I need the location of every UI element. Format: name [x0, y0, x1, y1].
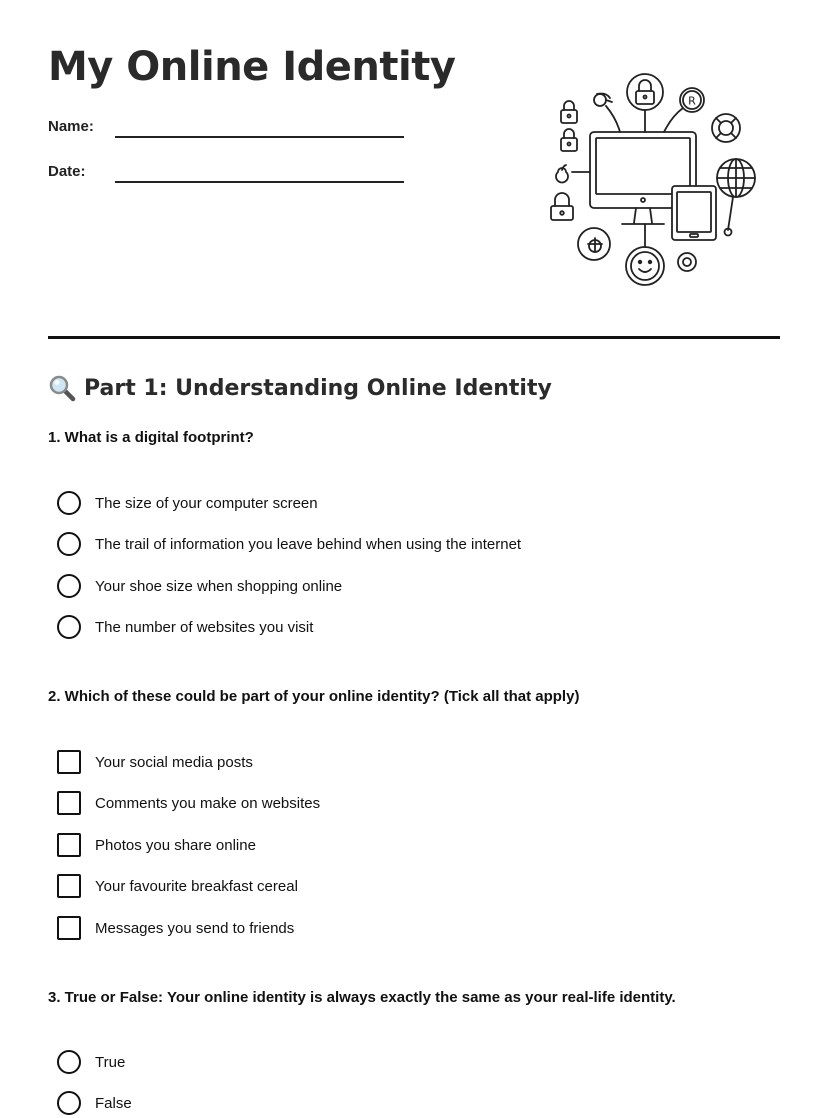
- registered-glyph: R: [688, 94, 696, 108]
- q1-option-3[interactable]: [57, 573, 342, 599]
- question-1: 1. What is a digital footprint?: [48, 429, 254, 446]
- option-label: Your favourite breakfast cereal: [95, 877, 298, 895]
- q1-option-2[interactable]: [57, 531, 521, 557]
- q2-option-4[interactable]: [57, 873, 298, 899]
- q2-option-3[interactable]: [57, 832, 256, 858]
- q1-option-1[interactable]: [57, 490, 318, 516]
- date-field: [48, 163, 404, 180]
- smiley-face-icon: [626, 224, 664, 285]
- radio-button[interactable]: [57, 491, 81, 515]
- padlock-icon: [627, 74, 663, 132]
- q2-option-2[interactable]: [57, 790, 320, 816]
- name-label: Name:: [48, 118, 94, 135]
- globe-icon: [717, 159, 755, 236]
- option-label: The number of websites you visit: [95, 618, 314, 636]
- settings-icon: [578, 228, 610, 260]
- radio-button[interactable]: [57, 574, 81, 598]
- radio-button[interactable]: [57, 532, 81, 556]
- option-label: Messages you send to friends: [95, 919, 295, 937]
- option-label: Your social media posts: [95, 753, 253, 771]
- q3-option-true[interactable]: [57, 1049, 125, 1075]
- magnifier-icon: [48, 374, 76, 402]
- q2-option-1[interactable]: [57, 749, 253, 775]
- checkbox[interactable]: [57, 916, 81, 940]
- option-label: False: [95, 1094, 132, 1112]
- radio-button[interactable]: [57, 1091, 81, 1115]
- part-1-heading: [48, 374, 552, 402]
- option-label: Photos you share online: [95, 836, 256, 854]
- registered-trademark-icon: [664, 88, 704, 132]
- date-label: Date:: [48, 163, 86, 180]
- option-label: The size of your computer screen: [95, 494, 318, 512]
- digital-identity-illustration: [540, 66, 770, 298]
- lifebuoy-icon: [712, 114, 740, 142]
- key-icon: [594, 94, 620, 133]
- swirl-icon: [678, 253, 696, 271]
- tablet-icon: [672, 186, 716, 240]
- apple-icon: [556, 165, 590, 182]
- section-divider: [48, 336, 780, 339]
- radio-button[interactable]: [57, 1050, 81, 1074]
- option-label: Your shoe size when shopping online: [95, 577, 343, 595]
- q3-option-false[interactable]: [57, 1090, 132, 1116]
- q1-option-4[interactable]: [57, 614, 313, 640]
- option-label: True: [95, 1053, 126, 1071]
- name-input-line[interactable]: [115, 120, 404, 138]
- radio-button[interactable]: [57, 615, 81, 639]
- name-field: [48, 118, 404, 135]
- option-label: Comments you make on websites: [95, 794, 321, 812]
- date-input-line[interactable]: [115, 165, 404, 183]
- part-1-heading-text: Part 1: Understanding Online Identity: [84, 375, 552, 401]
- checkbox[interactable]: [57, 833, 81, 857]
- checkbox[interactable]: [57, 791, 81, 815]
- checkbox[interactable]: [57, 874, 81, 898]
- checkbox[interactable]: [57, 750, 81, 774]
- option-label: The trail of information you leave behind when using the internet: [95, 535, 522, 553]
- padlock-icon: [551, 101, 577, 220]
- q2-option-5[interactable]: [57, 915, 294, 941]
- question-3: 3. True or False: Your online identity is always exactly the same as your real-life identity.: [48, 989, 676, 1006]
- page-title: My Online Identity: [48, 44, 456, 90]
- question-2: 2. Which of these could be part of your online identity? (Tick all that apply): [48, 688, 580, 705]
